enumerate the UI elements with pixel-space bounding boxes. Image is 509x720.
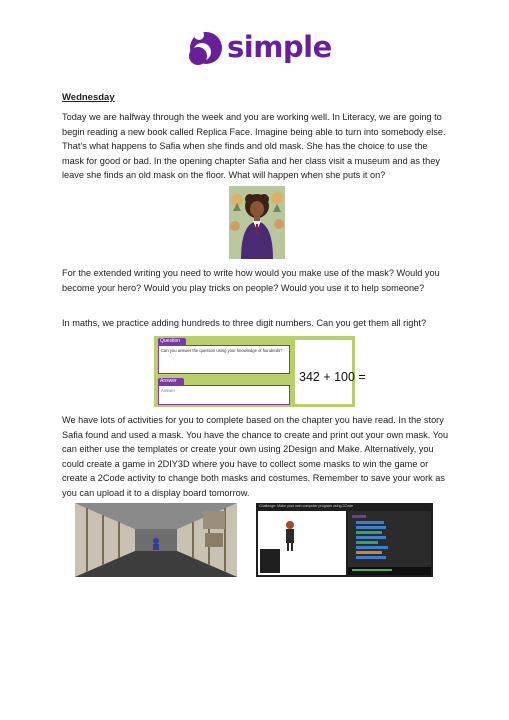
maths-paragraph: In maths, we practice adding hundreds to three digit numbers. Can you get them all right? — [62, 318, 427, 328]
maths-activity-screenshot — [154, 336, 366, 407]
question-text: Can you answer the question using your knowledge of hundreds? — [158, 345, 290, 374]
sum-panel — [295, 340, 366, 404]
brand-logo — [187, 26, 332, 70]
code-window-title: Challenge: Make your own computer program using 2Code — [259, 504, 354, 508]
code-editor-icon — [256, 503, 433, 577]
brand-wordmark: simple — [227, 30, 332, 64]
sum-text: 342 + 100 = — [299, 370, 366, 384]
question-label: Question — [158, 338, 186, 345]
answer-field[interactable]: Answer — [158, 385, 290, 405]
day-heading: Wednesday — [62, 92, 115, 103]
logo-mark-icon — [187, 26, 225, 70]
answer-label: Answer — [158, 378, 184, 385]
game-screenshot — [75, 503, 237, 577]
girl-illustration-icon — [229, 186, 285, 259]
corridor-scene-icon — [75, 503, 237, 577]
writing-paragraph: For the extended writing you need to write how would you make use of the mask? Would you become your hero? Would you play tricks on people? Would you use it to help someone? — [62, 268, 440, 293]
code-screenshot — [256, 503, 433, 577]
book-cover-image — [229, 186, 285, 259]
intro-paragraph: Today we are halfway through the week and you are working well. In Literacy, we are going to begin reading a new book called Replica Face. Imagine being able to turn into somebody else. That’s what happens to Safia when she finds and old mask. She has the choice to use the mask for good or bad. In the opening chapter Safia and her class visit a museum and as they leave she finds an old mask on the floor. What will happen when she puts it on? — [62, 112, 446, 181]
activities-paragraph: We have lots of activities for you to complete based on the chapter you have read. In the story Safia found and used a mask. You have the chance to create and print out your own mask. You can either use the templates or create your own using 2Design and Make. Alternatively, you could create a game in 2DIY3D where you have to collect some masks to win the game or create a 2Code activity to change both masks and costumes. Remember to save your work as you can upload it to a display board tomorrow. — [62, 415, 449, 498]
